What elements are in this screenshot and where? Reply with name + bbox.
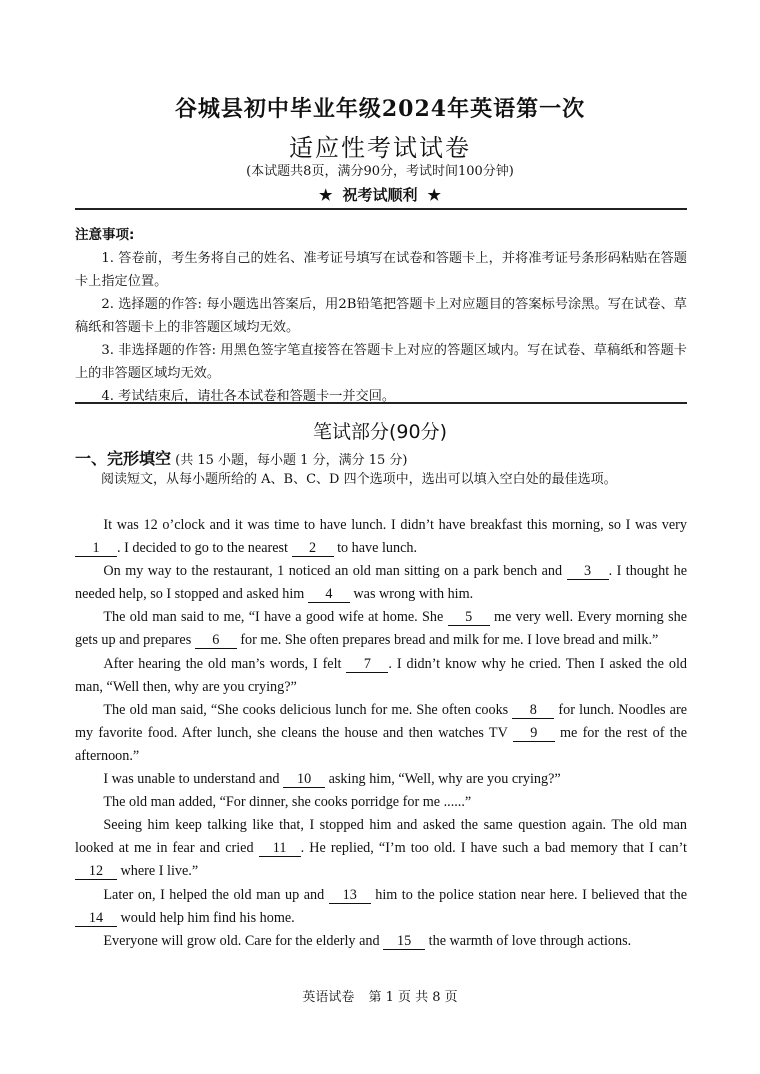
passage-paragraph bbox=[75, 930, 687, 953]
footer-subject: 英语试卷 bbox=[302, 990, 355, 1005]
blank-15: 15 bbox=[383, 933, 425, 950]
passage-text: me very well. Every morning she gets up and prepares bbox=[75, 609, 687, 649]
notice-item: 1. 答卷前，考生务将自己的姓名、准考证号填写在试卷和答题卡上，并将准考证号条形码粘贴在答题卡上指定位置。 bbox=[75, 251, 687, 289]
passage-paragraph bbox=[75, 514, 687, 560]
passage-text: asking him, “Well, why are you crying?” bbox=[325, 771, 561, 788]
notice-heading: 注意事项: bbox=[75, 227, 135, 243]
star-icon: ★ bbox=[427, 186, 441, 204]
passage-text: Seeing him keep talking like that, I stopped him and asked the same question again. The old man looked at me in fear and cried bbox=[75, 817, 687, 857]
star-icon: ★ bbox=[319, 186, 333, 204]
part-title: 笔试部分(90分) bbox=[312, 421, 447, 443]
cloze-passage bbox=[75, 514, 687, 953]
passage-text: Later on, I helped the old man up and bbox=[103, 886, 329, 903]
passage-text: to have lunch. bbox=[333, 540, 418, 557]
passage-paragraph bbox=[75, 884, 687, 930]
blank-6: 6 bbox=[195, 632, 237, 649]
passage-text: The old man added, “For dinner, she cooks porridge for me ......” bbox=[103, 794, 472, 811]
exam-subtitle: (本试题共8页，满分90分，考试时间100分钟) bbox=[246, 164, 514, 179]
good-luck-text: 祝考试顺利 bbox=[342, 186, 418, 204]
blank-5: 5 bbox=[448, 609, 490, 626]
passage-text: would help him find his home. bbox=[117, 909, 295, 926]
divider-top bbox=[75, 208, 687, 210]
page-footer bbox=[0, 986, 760, 1005]
blank-7: 7 bbox=[346, 656, 388, 673]
blank-11: 11 bbox=[259, 840, 301, 857]
section-title: 一、完形填空 bbox=[75, 449, 172, 468]
passage-paragraph bbox=[75, 653, 687, 699]
passage-text: On my way to the restaurant, 1 noticed an old man sitting on a park bench and bbox=[103, 563, 567, 580]
passage-text: I was unable to understand and bbox=[103, 771, 284, 788]
notice-block bbox=[75, 224, 687, 408]
exam-title-line1: 谷城县初中毕业年级2024年英语第一次 bbox=[174, 96, 586, 122]
section-detail: (共 15 小题，每小题 1 分，满分 15 分) bbox=[175, 453, 408, 468]
passage-text: was wrong with him. bbox=[349, 586, 474, 603]
blank-3: 3 bbox=[567, 563, 609, 580]
blank-12: 12 bbox=[75, 863, 117, 880]
exam-title-line2: 适应性考试试卷 bbox=[289, 134, 471, 162]
passage-text: for me. She often prepares bread and milk for me. I love bread and milk.” bbox=[236, 632, 659, 649]
blank-9: 9 bbox=[513, 725, 555, 742]
passage-text: Everyone will grow old. Care for the elderly and bbox=[103, 932, 384, 949]
passage-text: . I didn’t know why he cried. Then I asked the old man, “Well then, why are you crying?” bbox=[75, 655, 687, 695]
notice-item: 4. 考试结束后，请壮各本试卷和答题卡一并交回。 bbox=[101, 389, 396, 404]
passage-text: for lunch. Noodles are my favorite food. After lunch, she cleans the house and then watches TV bbox=[75, 701, 687, 741]
passage-paragraph bbox=[75, 560, 687, 606]
notice-item: 2. 选择题的作答: 每小题选出答案后，用2B铅笔把答题卡上对应题目的答案标号涂黑。写在试卷、草稿纸和答题卡上的非答题区域均无效。 bbox=[75, 297, 687, 335]
passage-text: . He replied, “I’m too old. I have such a bad memory that I can’t bbox=[300, 840, 687, 857]
passage-paragraph bbox=[75, 791, 687, 814]
blank-10: 10 bbox=[283, 771, 325, 788]
good-luck-banner bbox=[0, 184, 760, 205]
divider-bottom bbox=[75, 402, 687, 404]
passage-text: where I live.” bbox=[117, 863, 199, 880]
passage-text: . I decided to go to the nearest bbox=[117, 540, 292, 557]
blank-13: 13 bbox=[329, 887, 371, 904]
section-instruction: 阅读短文，从每小题所给的 A、B、C、D 四个选项中，选出可以填入空白处的最佳选项。 bbox=[101, 472, 617, 487]
passage-paragraph bbox=[75, 606, 687, 652]
passage-text: It was 12 o’clock and it was time to have lunch. I didn’t have breakfast this morning, so I was very bbox=[103, 517, 687, 533]
passage-text: The old man said to me, “I have a good wife at home. She bbox=[103, 609, 448, 626]
passage-text: me for the rest of the afternoon.” bbox=[75, 724, 687, 764]
blank-2: 2 bbox=[292, 540, 334, 557]
blank-1: 1 bbox=[75, 540, 117, 557]
passage-text: the warmth of love through actions. bbox=[425, 932, 632, 949]
passage-text: The old man said, “She cooks delicious lunch for me. She often cooks bbox=[103, 701, 513, 718]
passage-text: . I thought he needed help, so I stopped and asked him bbox=[75, 563, 687, 603]
blank-14: 14 bbox=[75, 910, 117, 927]
passage-paragraph bbox=[75, 814, 687, 883]
passage-paragraph bbox=[75, 699, 687, 768]
blank-8: 8 bbox=[512, 702, 554, 719]
blank-4: 4 bbox=[308, 586, 350, 603]
footer-page-number: 第 1 页 共 8 页 bbox=[368, 990, 458, 1005]
notice-item: 3. 非选择题的作答: 用黑色签字笔直接答在答题卡上对应的答题区域内。写在试卷、草稿纸和答题卡上的非答题区域均无效。 bbox=[75, 343, 687, 381]
section-heading bbox=[75, 446, 687, 469]
passage-paragraph bbox=[75, 768, 687, 791]
passage-text: After hearing the old man’s words, I felt bbox=[103, 655, 347, 672]
passage-text: him to the police station near here. I believed that the bbox=[370, 886, 687, 903]
